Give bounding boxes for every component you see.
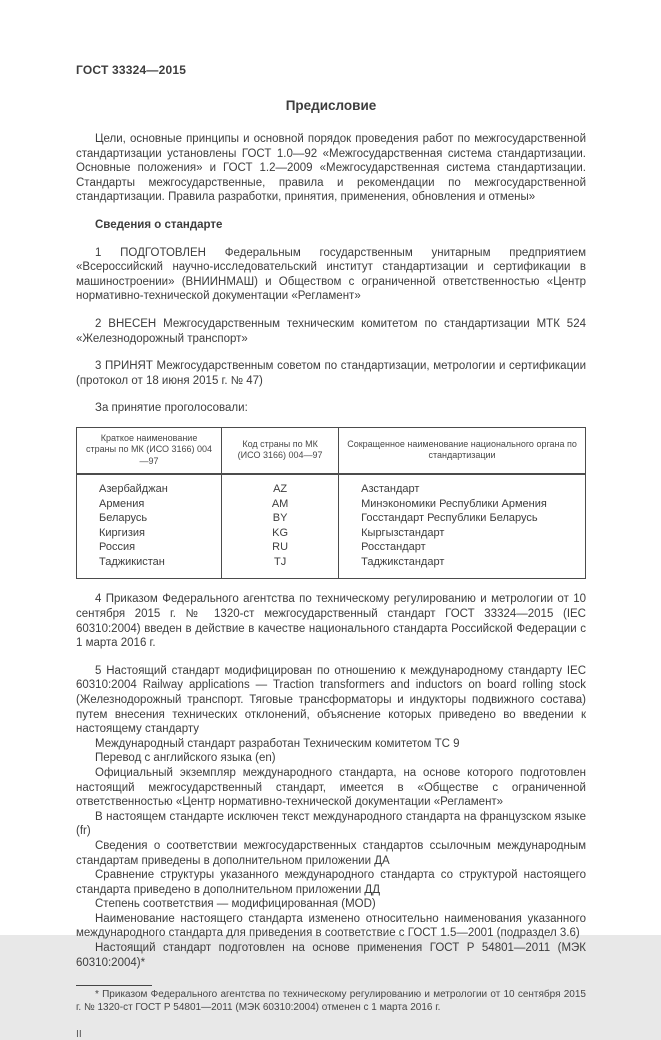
preface-note: Перевод с английского языка (en)	[95, 752, 276, 765]
page-number: II	[76, 1027, 82, 1040]
preface-item-1: 1 ПОДГОТОВЛЕН Федеральным государственным унитарным предприятием «Всероссийский научно-исследовательский институт стандартизации и сертификации в машиностроении» (ВНИИНМАШ) и Обществом с ограниченной ответственностью «Центр нормативно-технической документации «Регламент»	[76, 246, 586, 303]
country-cell: Азербайджан	[77, 474, 222, 497]
preface-note: Сравнение структуры указанного международного стандарта со структурой настоящего стандарта приведено в дополнительном приложении ДД	[76, 869, 586, 896]
org-cell: Таджикстандарт	[339, 555, 586, 579]
preface-note: Официальный экземпляр международного стандарта, на основе которого подготовлен настоящий межгосударственный стандарт, имеется в «Обществе с ограниченной ответственностью «Центр нормативно-технической документации «Регламент»	[76, 766, 586, 809]
doc-code: ГОСТ 33324—2015	[76, 63, 187, 77]
footnote-text: * Приказом Федерального агентства по техническому регулированию и метрологии от 10 сентября 2015 г. № 1320-ст ГОСТ Р 54801—2011 (МЭК 60310:2004) отменен с 1 марта 2016 г.	[76, 989, 586, 1014]
vote-table-header-code: Код страны по МК (ИСО 3166) 004—97	[222, 427, 339, 474]
code-cell: RU	[222, 540, 339, 555]
preface-note: В настоящем стандарте исключен текст международного стандарта на французском языке (fr)	[76, 810, 586, 838]
org-cell: Росстандарт	[339, 540, 586, 555]
vote-caption: За принятие проголосовали:	[95, 402, 248, 415]
country-cell: Россия	[77, 540, 222, 555]
country-cell: Армения	[77, 497, 222, 512]
preface-note: Степень соответствия — модифицированная (MOD)	[95, 898, 376, 911]
vote-table-header-country: Краткое наименование страны по МК (ИСО 3166) 004—97	[77, 427, 222, 474]
standard-info-heading: Сведения о стандарте	[95, 218, 223, 231]
preface-item-5: 5 Настоящий стандарт модифицирован по отношению к международному стандарту IEC 60310:2004 Railway applications — Traction transformers and inductors on board rolling stock (Железнодорожный транспорт. Тяговые трансформаторы и индукторы подвижного состава) путем внесения технических отклонений, объяснение которых приведено во введении к настоящему стандарту	[76, 664, 586, 736]
preface-note: Настоящий стандарт подготовлен на основе применения ГОСТ Р 54801—2011 (МЭК 60310:2004)*	[76, 942, 586, 969]
table-row	[77, 497, 586, 512]
org-cell: Госстандарт Республики Беларусь	[339, 511, 586, 526]
vote-table-header-org: Сокращенное наименование национального органа по стандартизации	[339, 427, 586, 474]
footnote-rule	[76, 985, 152, 986]
org-cell: Азстандарт	[339, 474, 586, 497]
org-cell: Минэкономики Республики Армения	[339, 497, 586, 512]
vote-table-header	[77, 427, 586, 474]
country-cell: Беларусь	[77, 511, 222, 526]
table-row	[77, 526, 586, 541]
footnote-block	[76, 985, 586, 1015]
preface-note: Наименование настоящего стандарта изменено относительно наименования указанного международного стандарта для приведения в соответствие с ГОСТ 1.5—2001 (подраздел 3.6)	[76, 912, 586, 940]
preface-note: Сведения о соответствии межгосударственных стандартов ссылочным международным стандартам приведены в дополнительном приложении ДА	[76, 839, 586, 867]
preface-item-2: 2 ВНЕСЕН Межгосударственным техническим комитетом по стандартизации МТК 524 «Железнодорожный транспорт»	[76, 317, 586, 345]
code-cell: AZ	[222, 474, 339, 497]
country-cell: Киргизия	[77, 526, 222, 541]
intro-paragraph: Цели, основные принципы и основной порядок проведения работ по межгосударственной стандартизации установлены ГОСТ 1.0—92 «Межгосударственная система стандартизации. Основные положения» и ГОСТ 1.2—2009 «Межгосударственная система стандартизации. Стандарты межгосударственные, правила и рекомендации по межгосударственной стандартизации. Правила разработки, принятия, применения, обновления и отмены»	[76, 133, 586, 204]
country-cell: Таджикистан	[77, 555, 222, 579]
org-cell: Кыргызстандарт	[339, 526, 586, 541]
preface-item-3: 3 ПРИНЯТ Межгосударственным советом по стандартизации, метрологии и сертификации (протокол от 18 июня 2015 г. № 47)	[76, 360, 586, 387]
preface-note: Международный стандарт разработан Техническим комитетом ТС 9	[95, 737, 460, 750]
page-title: Предисловие	[285, 98, 377, 113]
table-row	[77, 555, 586, 579]
table-row	[77, 511, 586, 526]
code-cell: KG	[222, 526, 339, 541]
table-row	[77, 540, 586, 555]
code-cell: BY	[222, 511, 339, 526]
code-cell: TJ	[222, 555, 339, 579]
vote-table	[76, 427, 586, 580]
code-cell: AM	[222, 497, 339, 512]
preface-item-4: 4 Приказом Федерального агентства по техническому регулированию и метрологии от 10 сентября 2015 г. № 1320-ст межгосударственный стандарт ГОСТ 33324—2015 (IEC 60310:2004) введен в действие в качестве национального стандарта Российской Федерации с 1 марта 2016 г.	[76, 593, 586, 650]
table-row	[77, 474, 586, 497]
